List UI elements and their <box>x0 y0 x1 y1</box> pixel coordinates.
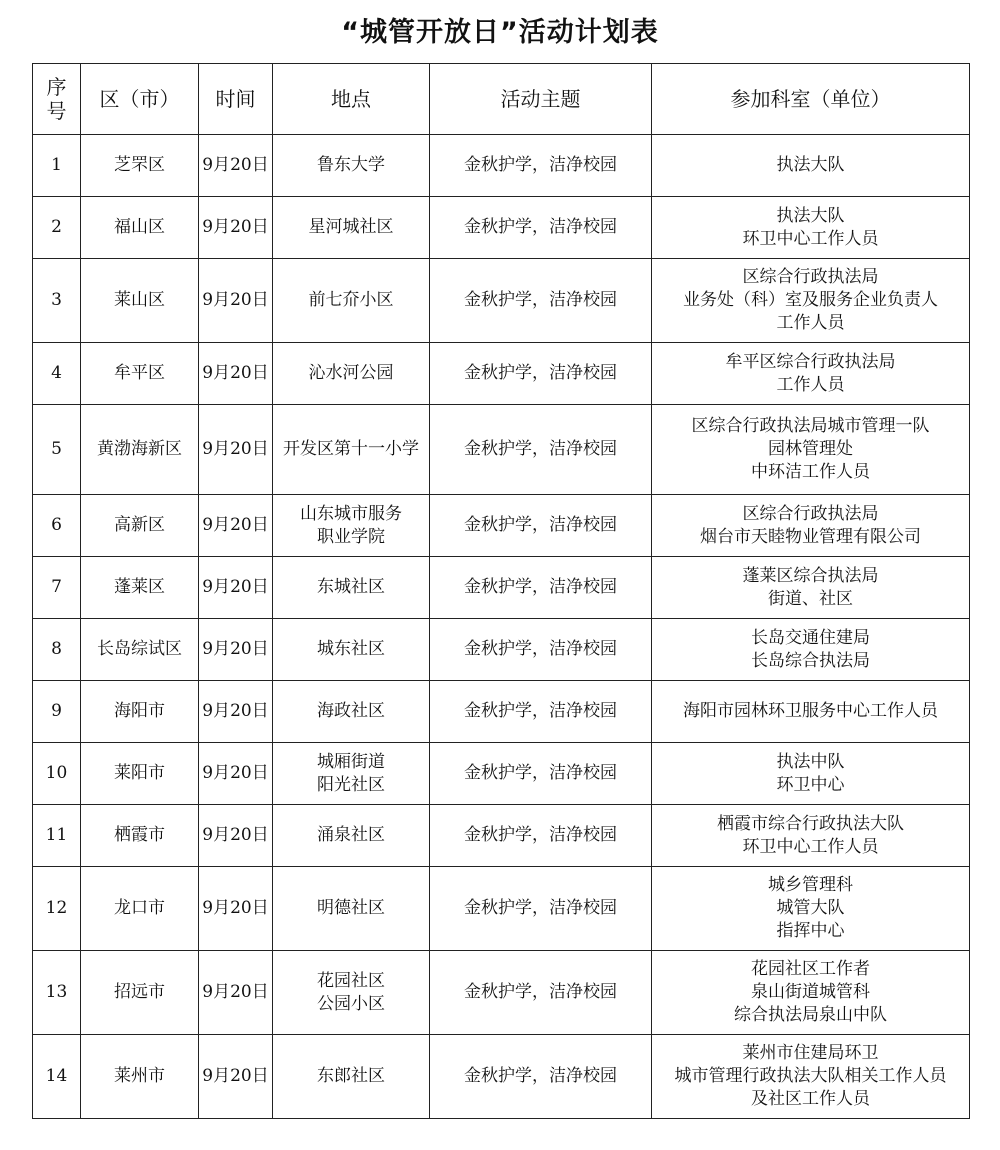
row-district: 龙口市 <box>81 867 199 951</box>
row-place <box>273 135 430 197</box>
row-department <box>652 951 970 1035</box>
row-place-line: 星河城社区 <box>308 217 394 237</box>
table-row <box>33 619 970 681</box>
row-time: 9月20日 <box>199 951 273 1035</box>
row-department-line: 花园社区工作者 <box>751 959 870 979</box>
row-district: 牟平区 <box>81 343 199 405</box>
row-time: 9月20日 <box>199 557 273 619</box>
activity-plan-table <box>32 63 970 1119</box>
row-serial-number: 11 <box>33 805 81 867</box>
row-theme: 金秋护学，洁净校园 <box>430 951 652 1035</box>
row-place <box>273 805 430 867</box>
header-place: 地点 <box>273 64 430 135</box>
row-department-line: 执法大队 <box>776 205 845 226</box>
row-place-line: 阳光社区 <box>317 774 385 795</box>
table-row <box>33 495 970 557</box>
table-row <box>33 805 970 867</box>
row-place-line: 公园小区 <box>317 993 385 1014</box>
table-row <box>33 135 970 197</box>
row-place-line: 涌泉社区 <box>317 825 385 845</box>
header-serial-number <box>33 64 81 135</box>
row-department-line: 莱州市住建局环卫 <box>742 1043 879 1063</box>
row-department-line: 栖霞市综合行政执法大队 <box>717 813 904 834</box>
row-department-line: 执法中队 <box>776 751 845 772</box>
row-serial-number: 3 <box>33 259 81 343</box>
row-department-line: 环卫中心工作人员 <box>742 836 879 857</box>
table-body <box>33 135 970 1119</box>
row-serial-number: 13 <box>33 951 81 1035</box>
row-district: 栖霞市 <box>81 805 199 867</box>
row-department <box>652 197 970 259</box>
row-time: 9月20日 <box>199 343 273 405</box>
row-department <box>652 619 970 681</box>
row-theme: 金秋护学，洁净校园 <box>430 619 652 681</box>
header-district: 区（市） <box>81 64 199 135</box>
row-department-line: 中环洁工作人员 <box>751 462 870 482</box>
row-department <box>652 135 970 197</box>
row-department-line: 牟平区综合行政执法局 <box>725 351 896 372</box>
row-department-line: 区综合行政执法局 <box>742 267 879 287</box>
row-department <box>652 681 970 743</box>
row-district: 招远市 <box>81 951 199 1035</box>
header-department: 参加科室（单位） <box>652 64 970 135</box>
row-department <box>652 405 970 495</box>
header-serial-char-2: 号 <box>46 99 67 123</box>
row-department-line: 泉山街道城管科 <box>751 982 870 1002</box>
row-department <box>652 259 970 343</box>
row-department-line: 工作人员 <box>776 374 845 395</box>
header-time: 时间 <box>199 64 273 135</box>
row-department-line: 区综合行政执法局 <box>742 503 879 524</box>
row-serial-number: 2 <box>33 197 81 259</box>
table-header-row <box>33 64 970 135</box>
table-row <box>33 197 970 259</box>
row-serial-number: 9 <box>33 681 81 743</box>
row-district: 黄渤海新区 <box>81 405 199 495</box>
row-time: 9月20日 <box>199 805 273 867</box>
table-row <box>33 259 970 343</box>
row-department-line: 长岛综合执法局 <box>751 650 870 671</box>
row-time: 9月20日 <box>199 681 273 743</box>
row-department-line: 烟台市天睦物业管理有限公司 <box>700 526 921 547</box>
table-row <box>33 681 970 743</box>
row-department-line: 环卫中心 <box>776 774 845 795</box>
row-department <box>652 743 970 805</box>
row-place-line: 山东城市服务 <box>300 503 402 524</box>
row-theme: 金秋护学，洁净校园 <box>430 495 652 557</box>
row-department-line: 指挥中心 <box>776 921 845 941</box>
row-serial-number: 6 <box>33 495 81 557</box>
row-theme: 金秋护学，洁净校园 <box>430 343 652 405</box>
row-place-line: 开发区第十一小学 <box>283 439 419 459</box>
row-place <box>273 1035 430 1119</box>
row-district: 莱阳市 <box>81 743 199 805</box>
table-row <box>33 343 970 405</box>
row-department-line: 蓬莱区综合执法局 <box>742 565 879 586</box>
row-theme: 金秋护学，洁净校园 <box>430 1035 652 1119</box>
row-place <box>273 259 430 343</box>
row-place <box>273 197 430 259</box>
header-serial-char-1: 序 <box>46 75 67 99</box>
row-place-line: 东郎社区 <box>317 1066 385 1086</box>
row-place <box>273 743 430 805</box>
row-district: 长岛综试区 <box>81 619 199 681</box>
row-department <box>652 495 970 557</box>
header-theme: 活动主题 <box>430 64 652 135</box>
row-time: 9月20日 <box>199 743 273 805</box>
row-theme: 金秋护学，洁净校园 <box>430 681 652 743</box>
row-department-line: 城乡管理科 <box>768 875 853 895</box>
table-row <box>33 743 970 805</box>
row-serial-number: 5 <box>33 405 81 495</box>
row-place-line: 城厢街道 <box>317 751 385 772</box>
row-time: 9月20日 <box>199 619 273 681</box>
row-serial-number: 8 <box>33 619 81 681</box>
row-serial-number: 1 <box>33 135 81 197</box>
row-place <box>273 495 430 557</box>
row-place-line: 职业学院 <box>317 526 385 547</box>
row-theme: 金秋护学，洁净校园 <box>430 867 652 951</box>
row-place-line: 城东社区 <box>317 639 385 659</box>
row-serial-number: 7 <box>33 557 81 619</box>
row-department-line: 区综合行政执法局城市管理一队 <box>691 416 930 436</box>
row-theme: 金秋护学，洁净校园 <box>430 405 652 495</box>
row-place <box>273 619 430 681</box>
row-serial-number: 14 <box>33 1035 81 1119</box>
row-theme: 金秋护学，洁净校园 <box>430 135 652 197</box>
row-place-line: 明德社区 <box>317 898 385 918</box>
row-place <box>273 867 430 951</box>
row-place <box>273 557 430 619</box>
row-department-line: 海阳市园林环卫服务中心工作人员 <box>683 701 938 721</box>
row-department-line: 长岛交通住建局 <box>751 627 870 648</box>
row-serial-number: 10 <box>33 743 81 805</box>
row-serial-number: 4 <box>33 343 81 405</box>
row-department <box>652 557 970 619</box>
row-department-line: 城市管理行政执法大队相关工作人员 <box>674 1066 947 1086</box>
table-row <box>33 405 970 495</box>
row-time: 9月20日 <box>199 1035 273 1119</box>
row-district: 高新区 <box>81 495 199 557</box>
row-department <box>652 867 970 951</box>
row-place-line: 海政社区 <box>317 701 385 721</box>
row-theme: 金秋护学，洁净校园 <box>430 805 652 867</box>
row-time: 9月20日 <box>199 867 273 951</box>
row-department <box>652 343 970 405</box>
table-row <box>33 867 970 951</box>
row-department <box>652 1035 970 1119</box>
row-place <box>273 951 430 1035</box>
row-department-line: 工作人员 <box>776 313 845 333</box>
row-theme: 金秋护学，洁净校园 <box>430 557 652 619</box>
row-place-line: 前七夼小区 <box>308 290 394 310</box>
page-title: “城管开放日”活动计划表 <box>341 17 659 48</box>
row-place <box>273 343 430 405</box>
row-district: 莱山区 <box>81 259 199 343</box>
row-department-line: 业务处（科）室及服务企业负责人 <box>683 290 938 310</box>
row-serial-number: 12 <box>33 867 81 951</box>
table-row <box>33 951 970 1035</box>
row-theme: 金秋护学，洁净校园 <box>430 259 652 343</box>
row-department <box>652 805 970 867</box>
row-time: 9月20日 <box>199 495 273 557</box>
row-district: 莱州市 <box>81 1035 199 1119</box>
row-time: 9月20日 <box>199 259 273 343</box>
row-department-line: 综合执法局泉山中队 <box>734 1005 887 1025</box>
row-time: 9月20日 <box>199 197 273 259</box>
row-department-line: 城管大队 <box>776 898 845 918</box>
row-time: 9月20日 <box>199 135 273 197</box>
row-department-line: 环卫中心工作人员 <box>742 228 879 249</box>
table-row <box>33 557 970 619</box>
row-department-line: 及社区工作人员 <box>751 1089 870 1109</box>
row-place-line: 花园社区 <box>317 970 385 991</box>
row-theme: 金秋护学，洁净校园 <box>430 743 652 805</box>
row-district: 福山区 <box>81 197 199 259</box>
row-time: 9月20日 <box>199 405 273 495</box>
row-place <box>273 681 430 743</box>
row-district: 蓬莱区 <box>81 557 199 619</box>
row-department-line: 街道、社区 <box>768 588 853 609</box>
row-district: 海阳市 <box>81 681 199 743</box>
row-place-line: 东城社区 <box>317 577 385 597</box>
row-department-line: 园林管理处 <box>768 439 853 459</box>
row-place <box>273 405 430 495</box>
row-district: 芝罘区 <box>81 135 199 197</box>
row-place-line: 鲁东大学 <box>317 155 385 175</box>
row-place-line: 沁水河公园 <box>308 363 394 383</box>
row-department-line: 执法大队 <box>776 155 845 175</box>
row-theme: 金秋护学，洁净校园 <box>430 197 652 259</box>
table-row <box>33 1035 970 1119</box>
